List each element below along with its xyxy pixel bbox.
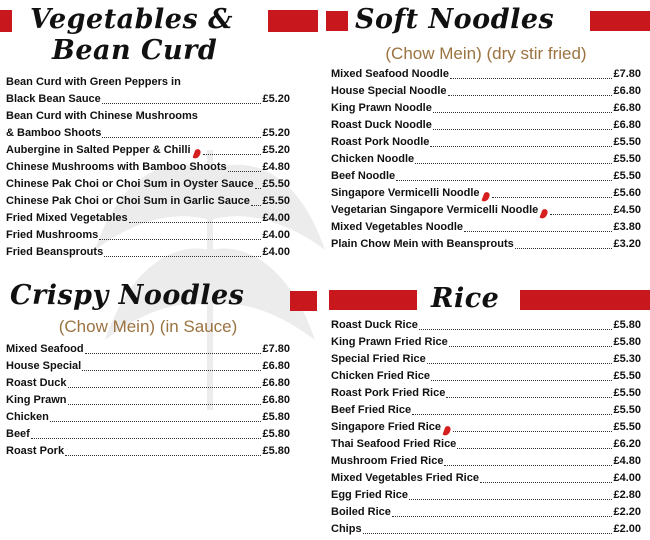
- menu-item-price: £7.80: [613, 68, 641, 80]
- dot-leader: [431, 379, 612, 381]
- chili-icon: [540, 208, 549, 219]
- menu-item-name: Chicken Fried Rice: [331, 370, 431, 382]
- menu-item-price: £5.50: [613, 421, 641, 433]
- menu-item-price: £4.80: [262, 161, 290, 173]
- menu-item-name: Chinese Mushrooms with Bamboo Shoots: [6, 161, 227, 173]
- dot-leader: [550, 213, 612, 215]
- menu-item-name: Fried Beansprouts: [6, 246, 104, 258]
- menu-item-price: £5.50: [262, 195, 290, 207]
- menu-item-price: £2.80: [613, 489, 641, 501]
- menu-item: [331, 202, 641, 219]
- menu-item: [6, 159, 290, 176]
- menu-item-price: £5.50: [613, 136, 641, 148]
- menu-item: [331, 453, 641, 470]
- menu-item-price: £5.50: [613, 404, 641, 416]
- menu-item: [331, 521, 641, 538]
- dot-leader: [68, 403, 262, 405]
- dot-leader: [450, 77, 613, 79]
- menu-item-name: Singapore Fried Rice: [331, 421, 442, 433]
- dot-leader: [453, 430, 612, 432]
- menu-item-price: £5.20: [262, 144, 290, 156]
- menu-item-name: Roast Duck Noodle: [331, 119, 432, 131]
- menu-item: [331, 334, 641, 351]
- menu-item-price: £5.30: [613, 353, 641, 365]
- menu-item-name: Aubergine in Salted Pepper & Chilli: [6, 144, 191, 156]
- section-subtitle: (Chow Mein) (dry stir fried): [385, 44, 587, 63]
- dot-leader: [255, 187, 262, 189]
- menu-list: [6, 341, 290, 460]
- menu-item-name: Boiled Rice: [331, 506, 391, 518]
- dot-leader: [99, 238, 261, 240]
- chili-icon: [443, 425, 452, 436]
- menu-item-price: £4.50: [613, 204, 641, 216]
- section-title: Vegetables &: [30, 4, 233, 35]
- dot-leader: [433, 111, 613, 113]
- menu-item-price: £5.50: [262, 178, 290, 190]
- dot-leader: [415, 162, 612, 164]
- section-subtitle: (Chow Mein) (in Sauce): [58, 317, 238, 336]
- menu-item-price: £5.80: [262, 411, 290, 423]
- dot-leader: [392, 515, 613, 517]
- menu-item: [331, 100, 641, 117]
- menu-item-name: Beef Fried Rice: [331, 404, 412, 416]
- dot-leader: [104, 255, 261, 257]
- menu-item-price: £6.80: [262, 377, 290, 389]
- menu-item-price: £4.00: [613, 472, 641, 484]
- section-vegetables: [6, 4, 290, 261]
- section-rice: [331, 283, 641, 538]
- menu-item-name: Roast Pork Fried Rice: [331, 387, 446, 399]
- menu-item-price: £6.80: [262, 360, 290, 372]
- menu-item-price: £4.80: [613, 455, 641, 467]
- menu-item-price: £5.50: [613, 153, 641, 165]
- menu-item-price: £5.20: [262, 127, 290, 139]
- menu-item-price: £4.00: [262, 229, 290, 241]
- menu-item-name: Mixed Vegetables Noodle: [331, 221, 464, 233]
- menu-list: [331, 66, 641, 253]
- dot-leader: [82, 369, 261, 371]
- menu-item: [331, 385, 641, 402]
- menu-item-name: House Special: [6, 360, 82, 372]
- menu-item: [331, 168, 641, 185]
- menu-item-name: Roast Duck: [6, 377, 67, 389]
- dot-leader: [448, 94, 613, 96]
- menu-item: [331, 236, 641, 253]
- dot-leader: [363, 532, 613, 534]
- menu-item-name: Chicken Noodle: [331, 153, 415, 165]
- dot-leader: [396, 179, 612, 181]
- menu-item-price: £5.80: [262, 445, 290, 457]
- menu-item-price: £5.50: [613, 170, 641, 182]
- menu-item-name: Mixed Seafood: [6, 343, 84, 355]
- dot-leader: [449, 345, 613, 347]
- menu-list: [331, 317, 641, 538]
- menu-item-price: £5.50: [613, 387, 641, 399]
- dot-leader: [430, 145, 612, 147]
- dot-leader: [129, 221, 262, 223]
- dot-leader: [102, 136, 261, 138]
- menu-list: [6, 74, 290, 261]
- menu-item-name: Beef: [6, 428, 30, 440]
- menu-item-name: King Prawn: [6, 394, 67, 406]
- menu-item-price: £4.00: [262, 246, 290, 258]
- menu-item: [331, 368, 641, 385]
- dot-leader: [50, 420, 262, 422]
- menu-item: [331, 504, 641, 521]
- chili-icon: [481, 191, 490, 202]
- dot-leader: [444, 464, 612, 466]
- menu-item: [6, 227, 290, 244]
- menu-item: [6, 409, 290, 426]
- dot-leader: [68, 386, 262, 388]
- menu-item: [6, 341, 290, 358]
- menu-item-name: Plain Chow Mein with Beansprouts: [331, 238, 514, 250]
- menu-item-price: £5.60: [613, 187, 641, 199]
- section-title-line2: Bean Curd: [52, 35, 218, 66]
- dot-leader: [515, 247, 613, 249]
- menu-item: [6, 375, 290, 392]
- menu-item-name: King Prawn Noodle: [331, 102, 432, 114]
- menu-item: [331, 317, 641, 334]
- dot-leader: [251, 204, 262, 206]
- menu-item-price: £3.80: [613, 221, 641, 233]
- menu-item-name: Chips: [331, 523, 362, 535]
- menu-item-name: Roast Pork Noodle: [331, 136, 430, 148]
- dot-leader: [228, 170, 262, 172]
- accent-bar: [290, 291, 317, 311]
- menu-item-name: & Bamboo Shoots: [6, 127, 102, 139]
- menu-item: [6, 426, 290, 443]
- menu-item: [6, 142, 290, 159]
- menu-item: [331, 487, 641, 504]
- menu-item: [6, 244, 290, 261]
- menu-item: [331, 351, 641, 368]
- menu-item-name: Special Fried Rice: [331, 353, 426, 365]
- menu-item: [331, 83, 641, 100]
- menu-item-price: £6.80: [613, 85, 641, 97]
- menu-item-name: Roast Duck Rice: [331, 319, 418, 331]
- menu-item: [331, 436, 641, 453]
- dot-leader: [412, 413, 612, 415]
- menu-item: [331, 117, 641, 134]
- menu-item-name: Fried Mushrooms: [6, 229, 99, 241]
- section-title: Rice: [431, 283, 500, 314]
- dot-leader: [427, 362, 613, 364]
- menu-item-name: Chicken: [6, 411, 49, 423]
- menu-item-price: £5.20: [262, 93, 290, 105]
- menu-item: [6, 358, 290, 375]
- menu-item: [331, 66, 641, 83]
- menu-item-name: Mixed Seafood Noodle: [331, 68, 449, 80]
- section-title: Soft Noodles: [355, 4, 555, 35]
- menu-item-name: Chinese Pak Choi or Choi Sum in Oyster Sauce: [6, 178, 254, 190]
- menu-item-name: House Special Noodle: [331, 85, 447, 97]
- dot-leader: [446, 396, 612, 398]
- menu-item-name: Thai Seafood Fried Rice: [331, 438, 457, 450]
- menu-item: [6, 91, 290, 108]
- section-soft-noodles: [331, 4, 641, 253]
- menu-item: [6, 392, 290, 409]
- menu-item: [6, 443, 290, 460]
- menu-item: [331, 219, 641, 236]
- menu-item: [6, 210, 290, 227]
- menu-item: [6, 176, 290, 193]
- menu-item-price: £5.50: [613, 370, 641, 382]
- section-title: Crispy Noodles: [10, 280, 245, 311]
- menu-item-name: King Prawn Fried Rice: [331, 336, 448, 348]
- menu-item: [331, 470, 641, 487]
- dot-leader: [102, 102, 262, 104]
- menu-item-description: Bean Curd with Chinese Mushrooms: [6, 110, 198, 122]
- menu-item-price: £5.80: [613, 319, 641, 331]
- menu-item-name: Fried Mixed Vegetables: [6, 212, 128, 224]
- menu-item-price: £6.80: [262, 394, 290, 406]
- menu-item-price: £5.80: [262, 428, 290, 440]
- dot-leader: [433, 128, 613, 130]
- menu-item-name: Black Bean Sauce: [6, 93, 101, 105]
- menu-item: [6, 193, 290, 210]
- dot-leader: [85, 352, 262, 354]
- menu-item-price: £6.80: [613, 119, 641, 131]
- menu-item-price: £2.00: [613, 523, 641, 535]
- dot-leader: [464, 230, 612, 232]
- section-crispy-noodles: [6, 280, 290, 460]
- menu-item-description: Bean Curd with Green Peppers in: [6, 76, 181, 88]
- menu-item: [331, 419, 641, 436]
- menu-item-name: Chinese Pak Choi or Choi Sum in Garlic Sauce: [6, 195, 250, 207]
- menu-item-name: Mushroom Fried Rice: [331, 455, 444, 467]
- menu-item-price: £6.80: [613, 102, 641, 114]
- dot-leader: [65, 454, 261, 456]
- dot-leader: [31, 437, 262, 439]
- menu-item: [331, 151, 641, 168]
- chili-icon: [192, 148, 201, 159]
- dot-leader: [457, 447, 612, 449]
- menu-item-price: £6.20: [613, 438, 641, 450]
- menu-item: [331, 402, 641, 419]
- menu-item-name: Egg Fried Rice: [331, 489, 409, 501]
- dot-leader: [492, 196, 613, 198]
- menu-item-name: Singapore Vermicelli Noodle: [331, 187, 480, 199]
- menu-item-name: Beef Noodle: [331, 170, 396, 182]
- dot-leader: [419, 328, 613, 330]
- dot-leader: [203, 153, 262, 155]
- menu-item-price: £2.20: [613, 506, 641, 518]
- menu-item-price: £7.80: [262, 343, 290, 355]
- accent-bar: [268, 10, 318, 32]
- menu-item: [331, 134, 641, 151]
- menu-item: [331, 185, 641, 202]
- menu-item-name: Roast Pork: [6, 445, 65, 457]
- dot-leader: [480, 481, 613, 483]
- menu-item-name: Mixed Vegetables Fried Rice: [331, 472, 479, 484]
- menu-item-name: Vegetarian Singapore Vermicelli Noodle: [331, 204, 539, 216]
- menu-item-price: £4.00: [262, 212, 290, 224]
- menu-item: [6, 125, 290, 142]
- menu-item-price: £3.20: [613, 238, 641, 250]
- menu-item-price: £5.80: [613, 336, 641, 348]
- dot-leader: [409, 498, 612, 500]
